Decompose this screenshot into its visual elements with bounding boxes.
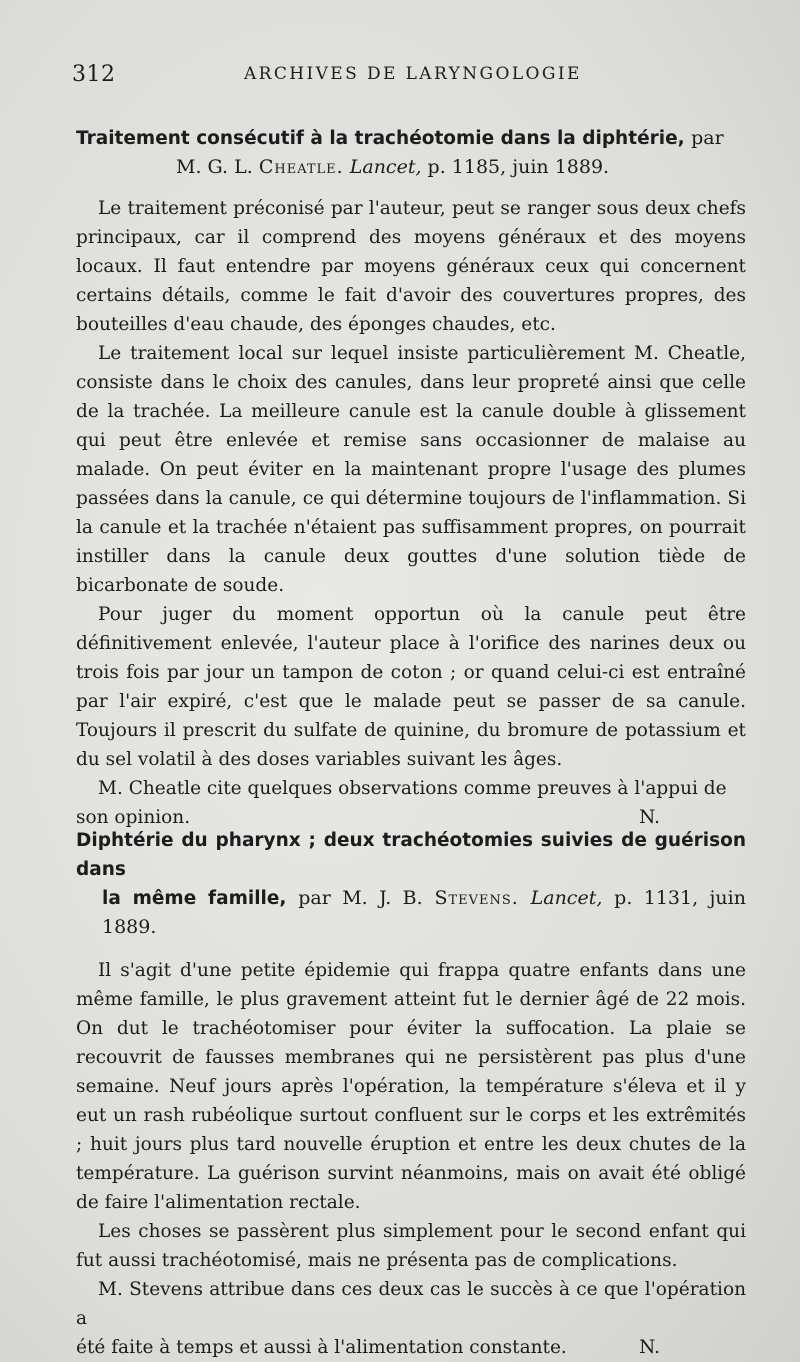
title-text: Traitement consécutif à la trachéotomie dans la diphtérie, [76, 128, 685, 149]
title-par: par M. J. B. [298, 887, 423, 909]
closing-line [76, 1333, 746, 1362]
author-name: Cheatle. [258, 156, 344, 178]
paragraph: M. Stevens attribue dans ces deux cas le succès à ce que l'opération a [76, 1279, 746, 1329]
signature: N. [639, 1337, 660, 1358]
article-title [76, 826, 746, 942]
paragraph: Pour juger du moment opportun où la canule peut être définitivement enlevée, l'auteur place à l'orifice des narines deux ou trois fois par jour un tampon de coton ; or quand celui-ci est entraîné par l'air expiré, c'est que le malade peut se passer de sa canule. Toujours il prescrit du sulfate de quinine, du bromure de potassium et du sel volatil à des doses variables suivant les âges. [76, 604, 746, 770]
journal-name: Lancet, [349, 156, 422, 178]
last-line: son opinion. [76, 807, 191, 828]
article-stevens [76, 826, 746, 1362]
author-prefix: M. G. L. [176, 156, 253, 178]
paragraph: Il s'agit d'une petite épidemie qui frappa quatre enfants dans une même famille, le plus gravement atteint fut le dernier âgé de 22 mois. On dut le trachéotomiser pour éviter la suffocation. La plaie se recouvrit de fausses membranes qui ne persistèrent pas plus d'une semaine. Neuf jours après l'opération, la température s'éleva et il y eut un rash rubéolique surtout confluent sur le corps et les extrêmités ; huit jours plus tard nouvelle éruption et entre les deux chutes de la température. La guérison survint néanmoins, mais on avait été obligé de faire l'alimentation rectale. [76, 960, 746, 1213]
title-line-1: Diphtérie du pharynx ; deux trachéotomies suivies de guérison dans [76, 830, 746, 880]
paragraph: Les choses se passèrent plus simplement pour le second enfant qui fut aussi trachéotomisé, mais ne présenta pas de complications. [76, 1221, 746, 1271]
journal-reference: p. 1185, juin 1889. [427, 156, 610, 178]
paragraph: M. Cheatle cite quelques observations comme preuves à l'appui de [98, 778, 727, 799]
running-head [72, 62, 712, 92]
author-name: Stevens. [434, 887, 519, 909]
last-line: été faite à temps et aussi à l'alimentation constante. [76, 1337, 567, 1358]
signature: N. [639, 807, 660, 828]
article-body [76, 194, 746, 832]
title-par: par [691, 127, 724, 149]
article-body [76, 956, 746, 1362]
paragraph: Le traitement local sur lequel insiste particulièrement M. Cheatle, consiste dans le choix des canules, dans leur propreté ainsi que celle de la trachée. La meilleure canule est la canule double à glissement qui peut être enlevée et remise sans occasionner de malaise au malade. On peut éviter en la maintenant propre l'usage des plumes passées dans la canule, ce qui détermine toujours de l'inflammation. Si la canule et la trachée n'étaient pas suffisamment propres, on pourrait instiller dans la canule deux gouttes d'une solution tiède de bicarbonate de soude. [76, 343, 746, 596]
paragraph: Le traitement préconisé par l'auteur, peut se ranger sous deux chefs principaux, car il comprend des moyens généraux et des moyens locaux. Il faut entendre par moyens généraux ceux qui concernent certains détails, comme le fait d'avoir des couvertures propres, des bouteilles d'eau chaude, des éponges chaudes, etc. [76, 198, 746, 335]
article-cheatle [76, 124, 746, 832]
title-line-2: la même famille, [102, 888, 287, 909]
running-title: ARCHIVES DE LARYNGOLOGIE [244, 64, 582, 84]
journal-name: Lancet, [530, 887, 603, 909]
journal-reference: p. 1131, juin 1889. [102, 887, 746, 938]
article-title [76, 124, 746, 182]
page-number: 312 [72, 62, 116, 87]
